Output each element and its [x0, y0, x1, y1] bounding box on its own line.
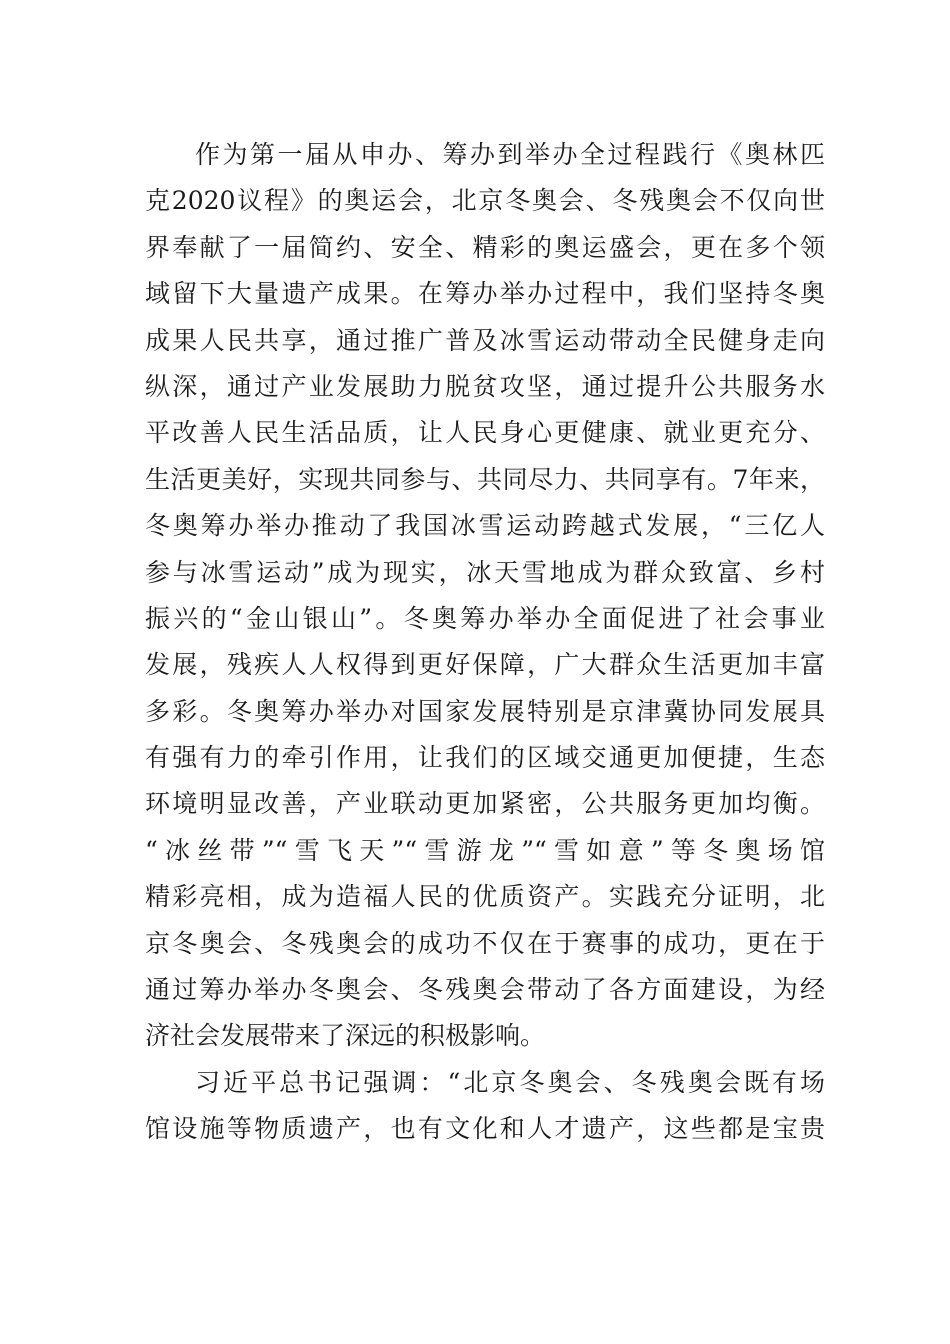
text-line: 通过筹办举办冬奥会、冬残奥会带动了各方面建设，为经 — [145, 975, 825, 1005]
text-line: 成果人民共享，通过推广普及冰雪运动带动全民健身走向 — [145, 325, 825, 355]
text-line: 界奉献了一届简约、安全、精彩的奥运盛会，更在多个领 — [145, 232, 825, 262]
text-line: 发展，残疾人人权得到更好保障，广大群众生活更加丰富 — [145, 650, 825, 680]
document-body — [145, 132, 825, 1153]
text-line: 冬奥筹办举办推动了我国冰雪运动跨越式发展，“三亿人 — [145, 511, 825, 541]
text-line: 习近平总书记强调：“北京冬奥会、冬残奥会既有场 — [195, 1067, 825, 1097]
text-line: 作为第一届从申办、筹办到举办全过程践行《奥林匹 — [195, 140, 825, 169]
text-line: “冰丝带”“雪飞天”“雪游龙”“雪如意”等冬奥场馆 — [145, 835, 825, 865]
text-line: 振兴的“金山银山”。冬奥筹办举办全面促进了社会事业 — [145, 603, 825, 633]
text-line: 纵深，通过产业发展助力脱贫攻坚，通过提升公共服务水 — [145, 371, 825, 401]
paragraph-1 — [145, 132, 825, 1060]
text-line: 域留下大量遗产成果。在筹办举办过程中，我们坚持冬奥 — [145, 279, 825, 309]
paragraph-2 — [145, 1060, 825, 1153]
text-line: 参与冰雪运动”成为现实，冰天雪地成为群众致富、乡村 — [145, 557, 825, 587]
text-line: 有强有力的牵引作用，让我们的区域交通更加便捷，生态 — [145, 743, 825, 773]
text-line: 京冬奥会、冬残奥会的成功不仅在于赛事的成功，更在于 — [145, 928, 825, 958]
text-line: 生活更美好，实现共同参与、共同尽力、共同享有。7年来， — [145, 464, 825, 494]
text-line: 精彩亮相，成为造福人民的优质资产。实践充分证明，北 — [145, 882, 825, 912]
text-line: 环境明显改善，产业联动更加紧密，公共服务更加均衡。 — [145, 789, 825, 819]
text-line: 平改善人民生活品质，让人民身心更健康、就业更充分、 — [145, 418, 825, 448]
text-line: 多彩。冬奥筹办举办对国家发展特别是京津冀协同发展具 — [145, 696, 825, 726]
text-line: 济社会发展带来了深远的积极影响。 — [145, 1021, 546, 1051]
text-line: 克2020议程》的奥运会，北京冬奥会、冬残奥会不仅向世 — [145, 186, 825, 216]
text-line: 馆设施等物质遗产，也有文化和人才遗产，这些都是宝贵 — [145, 1114, 825, 1144]
